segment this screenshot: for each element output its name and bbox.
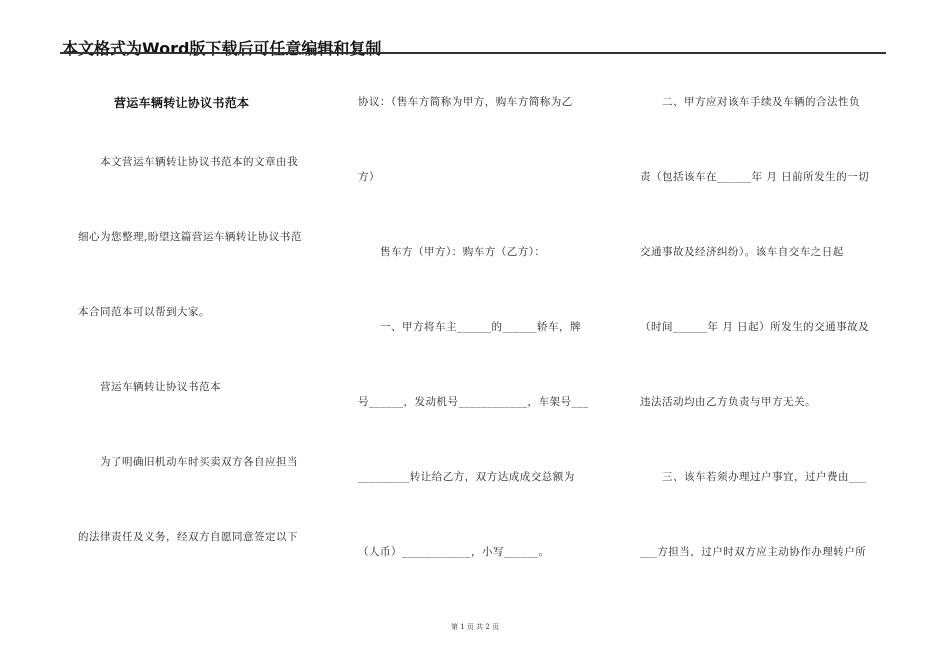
text-line: _________转让给乙方，双方达成成交总额为 [358, 471, 575, 483]
text-line: 三、该车若须办理过户事宜，过户费由___ [662, 471, 867, 483]
text-line: ___方担当，过户时双方应主动协作办理转户所 [640, 546, 867, 558]
text-line: （时间______年 月 日起）所发生的交通事故及 [640, 321, 870, 333]
text-line: 违法活动均由乙方负责与甲方无关。 [640, 396, 816, 408]
document-header-title: 本文格式为Word版下载后可任意编辑和复制 [62, 39, 382, 58]
text-line: 细心为您整理,盼望这篇营运车辆转让协议书范 [78, 231, 302, 243]
text-line: 号______，发动机号____________，车架号___ [358, 396, 589, 408]
text-line: （人币）____________，小写______。 [358, 546, 550, 558]
text-line: 方） [358, 171, 380, 183]
article-title: 营运车辆转让协议书范本 [114, 96, 250, 110]
text-line: 协议：（售车方简称为甲方，购车方简称为乙 [358, 96, 573, 108]
text-line: 交通事故及经济纠纷）。该车自交车之日起 [640, 246, 844, 258]
text-line: 二、甲方应对该车手续及车辆的合法性负 [662, 96, 860, 108]
header-divider [60, 52, 886, 54]
text-line: 营运车辆转让协议书范本 [100, 381, 221, 393]
text-line: 售车方（甲方）：购车方（乙方）： [380, 246, 546, 258]
text-line: 本合同范本可以帮到大家。 [78, 306, 210, 318]
page-number: 第 1 页 共 2 页 [450, 623, 500, 631]
text-line: 一、甲方将车主______的______轿车，牌 [380, 321, 581, 333]
text-line: 的法律责任及义务，经双方自愿同意签定以下 [78, 531, 298, 543]
text-line: 为了明确旧机动车时买卖双方各自应担当 [100, 456, 298, 468]
text-line: 本文营运车辆转让协议书范本的文章由我 [100, 156, 298, 168]
text-line: 责（包括该车在______年 月 日前所发生的一切 [640, 171, 870, 183]
